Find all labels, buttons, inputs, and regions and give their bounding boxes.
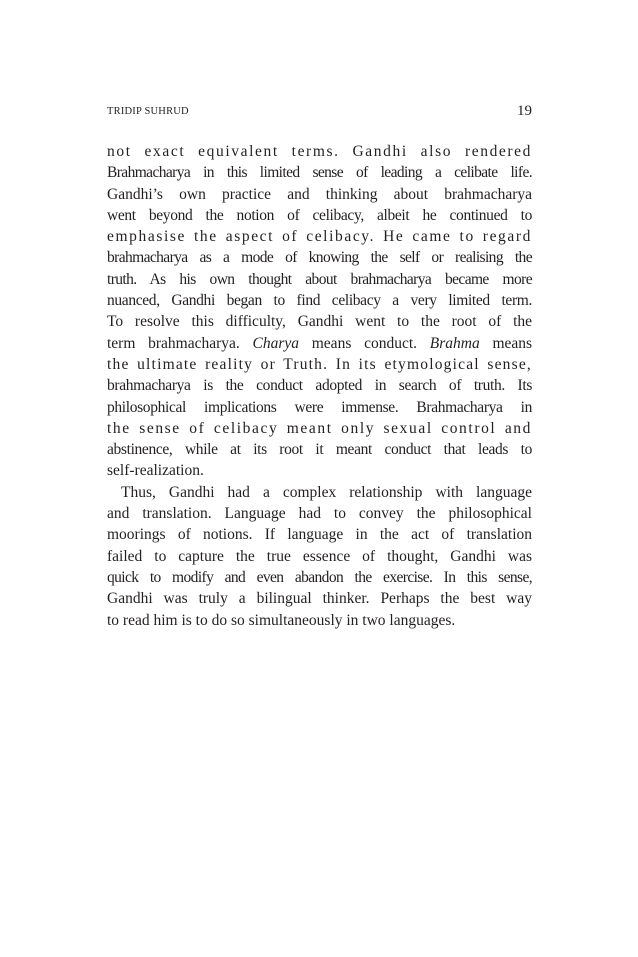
text-line: Gandhi’s own practice and thinking about brahmacharya <box>107 185 532 203</box>
text-line: Gandhi was truly a bilingual thinker. Perhaps the best way <box>107 590 532 608</box>
text-line: not exact equivalent terms. Gandhi also rendered <box>107 143 532 160</box>
text-line: Brahmacharya in this limited sense of leading a celibate life. <box>107 164 532 182</box>
text-run: means <box>492 334 533 352</box>
italic-term-brahma: Brahma <box>429 334 480 352</box>
text-line: failed to capture the true essence of thought, Gandhi was <box>107 547 532 565</box>
text-run: means conduct. <box>311 334 418 352</box>
text-line-mixed <box>107 333 532 354</box>
text-line: went beyond the notion of celibacy, albeit he continued to <box>107 206 532 224</box>
text-line: and translation. Language had to convey the philosophical <box>107 505 532 523</box>
text-line: brahmacharya as a mode of knowing the self or realising the <box>107 249 532 267</box>
text-line: emphasise the aspect of celibacy. He came to regard <box>107 228 532 246</box>
text-line: quick to modify and even abandon the exercise. In this sense, <box>107 568 532 586</box>
text-line: self-realization. <box>107 462 204 480</box>
text-line: nuanced, Gandhi began to find celibacy a very limited term. <box>107 292 532 310</box>
text-line: To resolve this difficulty, Gandhi went to the root of the <box>107 313 532 331</box>
text-line: truth. As his own thought about brahmacharya became more <box>107 270 532 288</box>
text-run: term brahmacharya. <box>107 334 240 352</box>
text-line: brahmacharya is the conduct adopted in search of truth. Its <box>107 377 532 395</box>
text-line: philosophical implications were immense. Brahmacharya in <box>107 398 532 416</box>
text-line: the ultimate reality or Truth. In its etymological sense, <box>107 355 532 373</box>
text-line: moorings of notions. If language in the act of translation <box>107 526 532 544</box>
body-text <box>107 141 532 631</box>
text-line: to read him is to do so simultaneously in two languages. <box>107 611 456 629</box>
running-head-author: TRIDIP SUHRUD <box>107 106 189 117</box>
text-line: abstinence, while at its root it meant conduct that leads to <box>107 441 532 459</box>
running-head <box>107 103 532 119</box>
page-number: 19 <box>517 103 532 119</box>
text-line: the sense of celibacy meant only sexual control and <box>107 419 532 437</box>
italic-term-charya: Charya <box>252 334 300 352</box>
text-line: Thus, Gandhi had a complex relationship with language <box>121 483 532 501</box>
